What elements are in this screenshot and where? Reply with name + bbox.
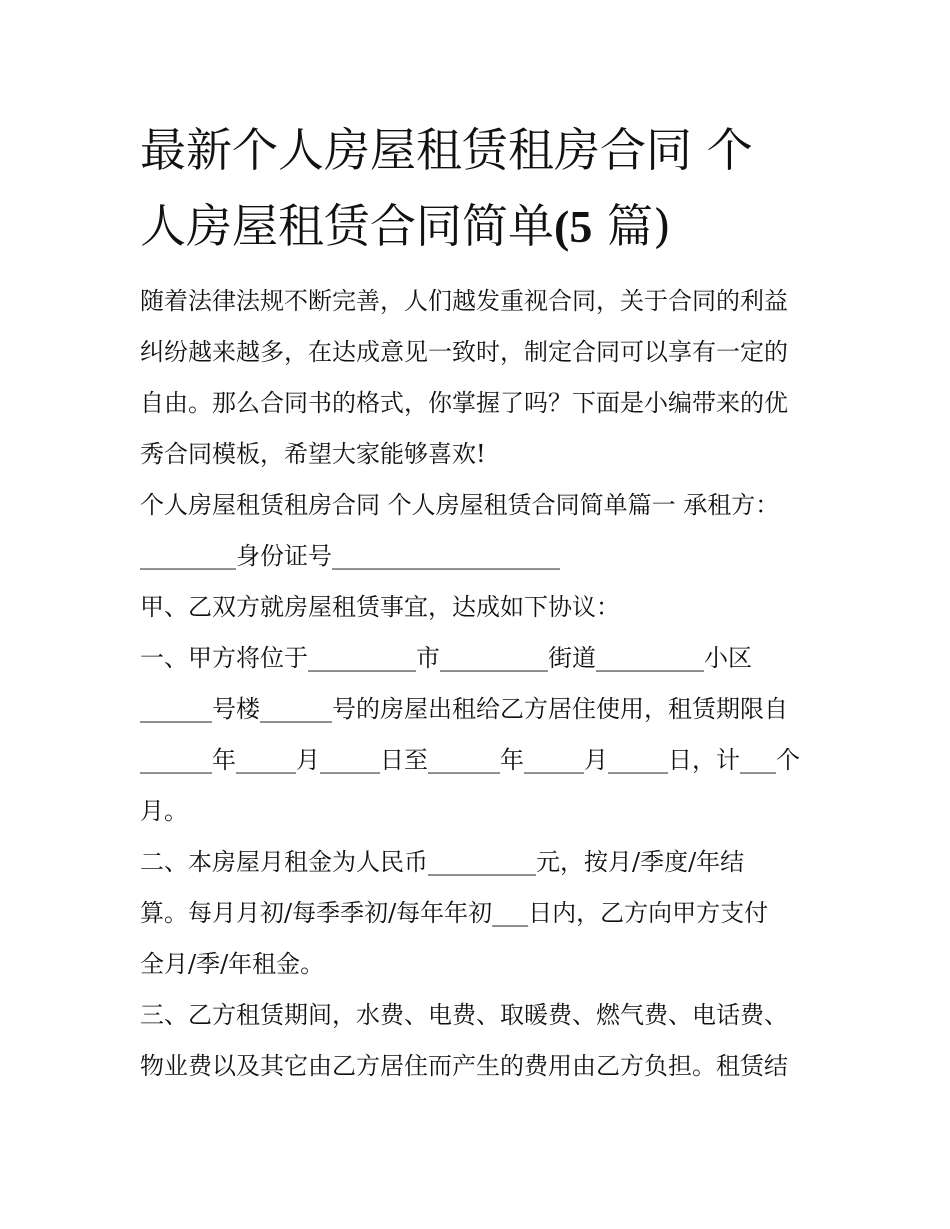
document-title <box>140 112 840 265</box>
title-count: (5 <box>554 201 593 252</box>
body-line: 算。每月月初/每季季初/每年年初___日内，乙方向甲方支付 <box>140 899 769 927</box>
body-line: 自由。那么合同书的格式，你掌握了吗？下面是小编带来的优 <box>140 389 788 417</box>
body-line: 月。 <box>140 797 188 825</box>
body-line: ________身份证号___________________ <box>140 542 560 570</box>
body-line: ______号楼______号的房屋出租给乙方居住使用，租赁期限自 <box>140 695 788 723</box>
body-line: 秀合同模板，希望大家能够喜欢! <box>140 440 486 468</box>
body-line: 一、甲方将位于_________市_________街道_________小区 <box>140 644 752 672</box>
body-line: 物业费以及其它由乙方居住而产生的费用由乙方负担。租赁结 <box>140 1052 788 1080</box>
title-count-suffix: 篇) <box>592 199 671 253</box>
body-line: 三、乙方租赁期间，水费、电费、取暖费、燃气费、电话费、 <box>140 1001 788 1029</box>
body-line: 全月/季/年租金。 <box>140 950 325 978</box>
body-line: ______年_____月_____日至______年_____月_____日，计___个 <box>140 746 800 774</box>
document-body <box>140 276 830 1092</box>
body-line: 纠纷越来越多，在达成意见一致时，制定合同可以享有一定的 <box>140 338 788 366</box>
body-line: 随着法律法规不断完善，人们越发重视合同，关于合同的利益 <box>140 287 788 315</box>
title-line-2 <box>140 188 840 265</box>
title-line-2-text: 人房屋租赁合同简单 <box>140 199 554 253</box>
title-line-1: 最新个人房屋租赁租房合同 个 <box>140 123 753 177</box>
body-line: 二、本房屋月租金为人民币_________元，按月/季度/年结 <box>140 848 745 876</box>
body-line: 个人房屋租赁租房合同 个人房屋租赁合同简单篇一 承租方： <box>140 491 780 519</box>
body-line: 甲、乙双方就房屋租赁事宜，达成如下协议： <box>140 593 620 621</box>
